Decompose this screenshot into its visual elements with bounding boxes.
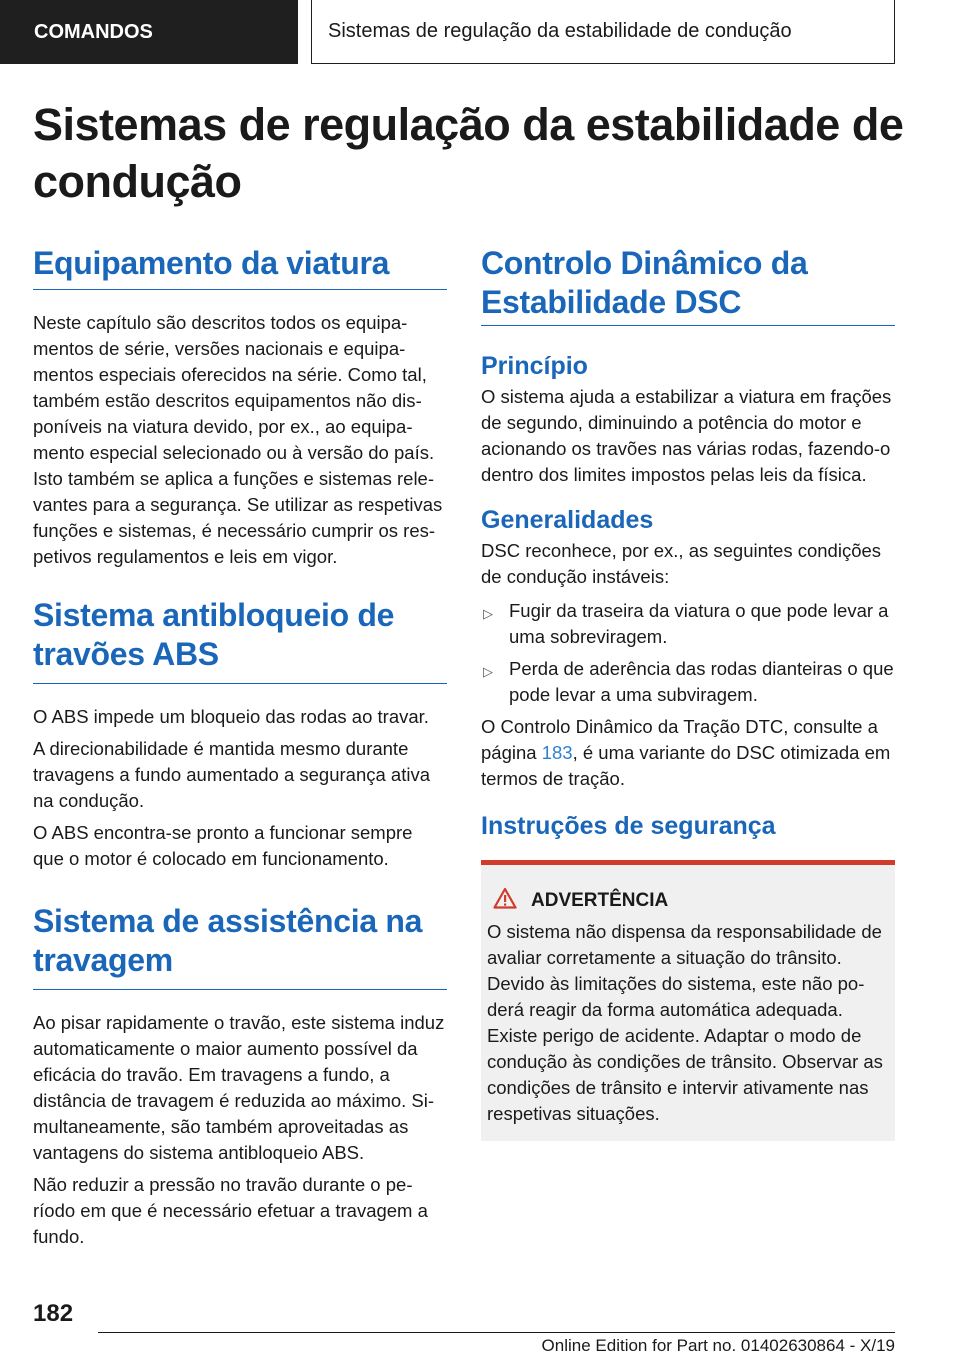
heading-dsc: Controlo Dinâmico da Estabilidade DSC [481, 245, 808, 320]
page-title: Sistemas de regulação da estabilidade de condução [33, 99, 904, 207]
paragraph-assistencia-1: Ao pisar rapidamente o travão, este sistema induz automaticamente o maior aumento possível da eficácia do travão. Em travagens a fundo, a distância de travagem é reduzida ao máximo. Simultaneamente, são também aproveitadas as vantagens do sistema antibloqueio ABS. [33, 1012, 445, 1163]
heading-rule [33, 289, 447, 290]
heading-equipamento: Equipamento da viatura [33, 245, 390, 281]
list-item-text: Perda de aderência das rodas dianteiras o que pode levar a uma subviragem. [509, 658, 894, 705]
right-column [481, 240, 895, 842]
paragraph-generalidades: DSC reconhece, por ex., as seguintes condições de condução instáveis: [481, 540, 882, 587]
paragraph-equipamento: Neste capítulo são descritos todos os equipamentos de série, versões nacionais e equipamentos especiais oferecidos na série. Como tal, também estão descritos equipamentos não disponíveis na viatura devido, por ex., ao equipamento especial selecionado ou à versão do país. Isto também se aplica a funções e sistemas relevantes para a segurança. Se utilizar as respetivas funções e sistemas, é necessário cumprir os respetivos regulamentos e leis em vigor. [33, 312, 443, 567]
header-chapter-label: Sistemas de regulação da estabilidade de condução [328, 20, 792, 42]
paragraph-abs-2: A direcionabilidade é mantida mesmo durante travagens a fundo aumentado a segurança ativa na condução. [33, 738, 431, 811]
heading-rule [33, 989, 447, 990]
header-section-label: COMANDOS [34, 20, 153, 43]
page-number: 182 [33, 1300, 74, 1327]
triangle-bullet-icon: ▷ [483, 664, 493, 679]
header-chapter-tab [311, 0, 895, 64]
heading-abs: Sistema antibloqueio de travões ABS [33, 597, 395, 672]
heading-rule [481, 325, 895, 326]
header-section-tab [0, 0, 298, 64]
paragraph-principio: O sistema ajuda a estabilizar a viatura em frações de segundo, diminuindo a potência do motor e acionando os travões nas várias rodas, fazendo-o dentro dos limites impostos pelas leis da física. [481, 386, 892, 485]
warning-triangle-icon [487, 887, 531, 915]
warning-header [487, 887, 889, 915]
heading-assistencia: Sistema de assistência na travagem [33, 903, 423, 978]
bullet-list [481, 598, 895, 708]
heading-generalidades: Generalidades [481, 506, 654, 534]
warning-box [481, 860, 895, 1141]
warning-text: O sistema não dispensa da responsabilidade de avaliar corretamente a situação do trânsito. Devido às limitações do sistema, este não poderá reagir da forma automática adequada. Existe perigo de acidente. Adaptar o modo de condução às condições de trânsito. Observar as condições de trânsito e intervir ativamente nas respetivas situações. [487, 921, 883, 1124]
reference-text: O Controlo Dinâmico da Tração DTC, consulte a página [481, 716, 878, 763]
list-item-text: Fugir da traseira da viatura o que pode levar a uma sobreviragem. [509, 600, 889, 647]
list-item [481, 598, 895, 650]
paragraph-abs-1: O ABS impede um bloqueio das rodas ao travar. [33, 706, 429, 727]
footer-edition: Online Edition for Part no. 01402630864 - X/19 [541, 1336, 895, 1355]
list-item [481, 656, 895, 708]
heading-rule [33, 683, 447, 684]
heading-seguranca: Instruções de segurança [481, 812, 776, 840]
reference-text: , é uma variante do DSC otimizada em termos de tração. [481, 742, 891, 789]
warning-title: ADVERTÊNCIA [531, 890, 669, 911]
left-column [33, 240, 447, 1250]
footer-rule [98, 1332, 895, 1333]
paragraph-assistencia-2: Não reduzir a pressão no travão durante o período em que é necessário efetuar a travagem a fundo. [33, 1174, 428, 1247]
page-reference-link[interactable]: 183 [541, 742, 573, 763]
paragraph-dtc-reference [481, 714, 895, 792]
heading-principio: Princípio [481, 352, 588, 380]
triangle-bullet-icon: ▷ [483, 606, 493, 621]
paragraph-abs-3: O ABS encontra-se pronto a funcionar sempre que o motor é colocado em funcionamento. [33, 822, 413, 869]
